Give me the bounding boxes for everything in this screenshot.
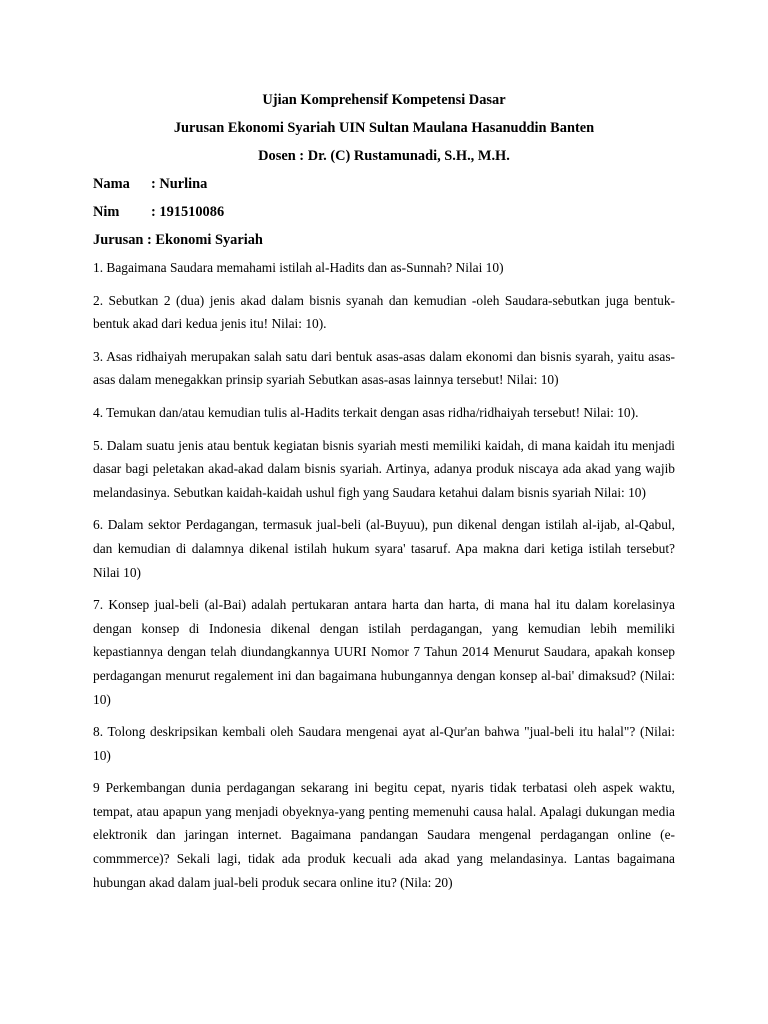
lecturer-line: Dosen : Dr. (C) Rustamunadi, S.H., M.H.	[258, 148, 510, 164]
question-8: 8. Tolong deskripsikan kembali oleh Saudara mengenai ayat al-Qur'an bahwa "jual-beli itu halal"? (Nilai: 10)	[93, 724, 675, 763]
student-major-row	[93, 226, 675, 254]
question-4: 4. Temukan dan/atau kemudian tulis al-Hadits terkait dengan asas ridha/ridhaiyah tersebut! Nilai: 10).	[93, 404, 639, 420]
major-value: : Ekonomi Syariah	[143, 232, 263, 248]
student-nim-row	[93, 198, 675, 226]
name-label: Nama	[93, 176, 130, 192]
department-line: Jurusan Ekonomi Syariah UIN Sultan Maulana Hasanuddin Banten	[173, 120, 595, 136]
student-info	[93, 170, 675, 254]
question-5: 5. Dalam suatu jenis atau bentuk kegiatan bisnis syariah mesti memiliki kaidah, di mana kaidah itu menjadi dasar bagi peletakan akad-akad dalam bisnis syariah. Artinya, adanya produk niscaya ada akad yang wajib melandasinya. Sebutkan kaidah-kaidah ushul figh yang Saudara ketahui dalam bisnis syariah Nilai: 10)	[93, 437, 675, 500]
student-name-row	[93, 170, 675, 198]
question-3: 3. Asas ridhaiyah merupakan salah satu dari bentuk asas-asas dalam ekonomi dan bisnis syarah, yaitu asas-asas dalam menegakkan prinsip syariah Sebutkan asas-asas lainnya tersebut! Nilai: 10)	[93, 348, 675, 388]
exam-title: Ujian Komprehensif Kompetensi Dasar	[262, 92, 506, 108]
question-7: 7. Konsep jual-beli (al-Bai) adalah pertukaran antara harta dan harta, di mana hal itu dalam korelasinya dengan konsep di Indonesia dikenal dengan istilah perdagangan, yang kemudian lebih memiliki kepastiannya dengan telah diundangkannya UURI Nomor 7 Tahun 2014 Menurut Saudara, apakah konsep perdagangan menurut regalement ini dan bagaimana hubungannya dengan konsep al-bai' dimaksud? (Nilai: 10)	[93, 597, 675, 707]
question-6: 6. Dalam sektor Perdagangan, termasuk jual-beli (al-Buyuu), pun dikenal dengan istilah al-ijab, al-Qabul, dan kemudian di dalamnya dikenal istilah hukum syara' tasaruf. Apa makna dari ketiga istilah tersebut? Nilai 10)	[93, 517, 675, 580]
question-list	[93, 256, 675, 894]
major-label: Jurusan	[93, 232, 144, 248]
nim-label: Nim	[93, 204, 120, 220]
question-2: 2. Sebutkan 2 (dua) jenis akad dalam bisnis syanah dan kemudian -oleh Saudara-sebutkan juga bentuk-bentuk akad dari kedua jenis itu! Nilai: 10).	[93, 292, 675, 332]
question-9: 9 Perkembangan dunia perdagangan sekarang ini begitu cepat, nyaris tidak terbatasi oleh aspek waktu, tempat, atau apapun yang menjadi obyeknya-yang penting memenuhi causa halal. Apalagi dukungan media elektronik dan jaringan internet. Bagaimana pandangan Saudara mengenal perdagangan online (e-commmerce)? Sekali lagi, tidak ada produk kecuali ada akad yang melandasinya. Lantas bagaimana hubungan akad dalam jual-beli produk secara online itu? (Nila: 20)	[93, 780, 675, 890]
exam-header	[93, 86, 675, 170]
nim-value: : 191510086	[151, 204, 225, 220]
question-1: 1. Bagaimana Saudara memahami istilah al-Hadits dan as-Sunnah? Nilai 10)	[93, 260, 504, 275]
name-value: : Nurlina	[151, 176, 208, 192]
